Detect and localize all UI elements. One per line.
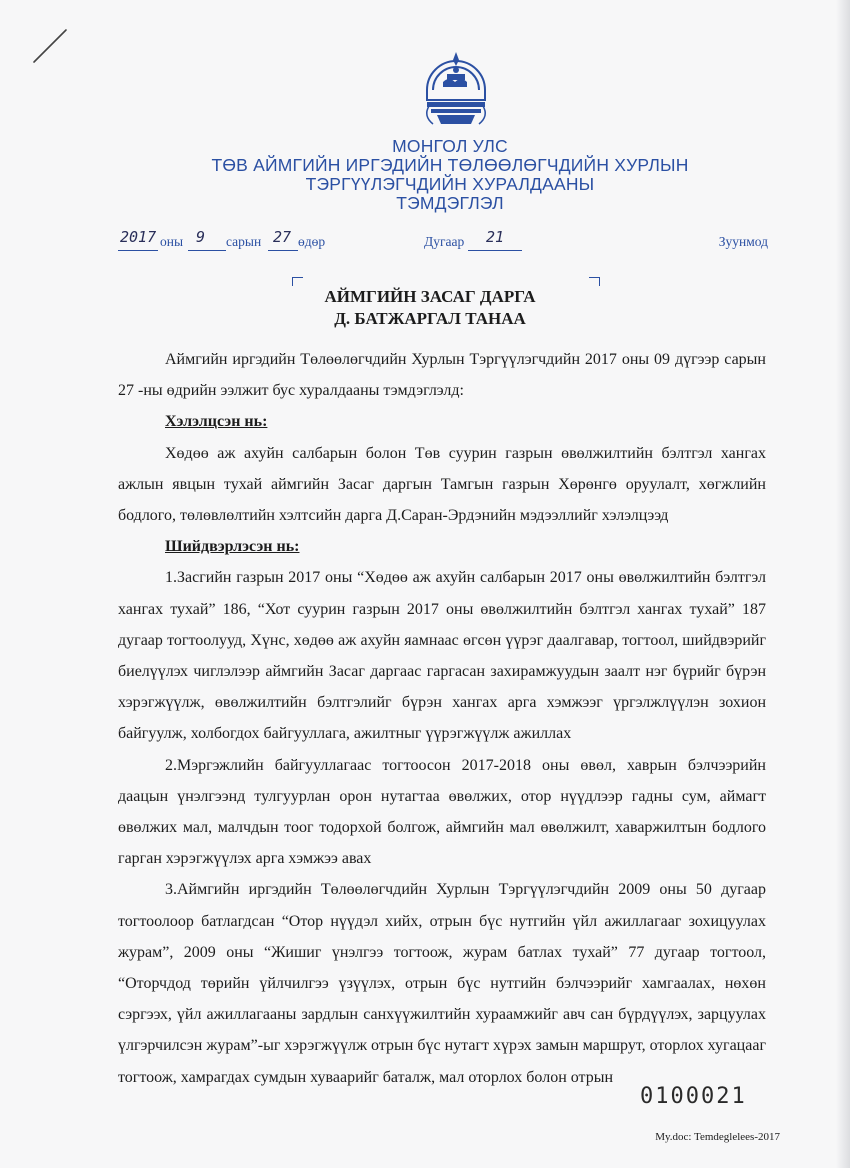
decision-item-2: 2.Мэргэжлийн байгууллагаас тогтоосон 2017-2018 оны өвөл, хаврын бэлчээрийн даацын үнэлгээнд тулгуурлан орон нутагтаа өвөлжих, отор нүүдлээр гадны сум, аймагт өвөлжих мал, малчдын тоог тодорхой болгож, аймгийн мал өвөлжилт, хаваржилтын бодлого гарган хэрэгжүүлэх арга хэмжээ авах bbox=[118, 756, 766, 868]
day-underline bbox=[268, 249, 298, 251]
month-suffix: сарын bbox=[226, 234, 262, 249]
date-day-value: 27 bbox=[273, 228, 292, 246]
document-number-value: 21 bbox=[486, 228, 505, 246]
day-suffix: өдөр bbox=[298, 234, 326, 249]
date-year-value: 2017 bbox=[120, 228, 157, 246]
place-name: Зуунмод bbox=[718, 234, 768, 249]
addressee-title: АЙМГИЙН ЗАСАГ ДАРГА bbox=[324, 287, 536, 306]
year-underline bbox=[118, 249, 158, 251]
addressee-name: Д. БАТЖАРГАЛ ТАНАА bbox=[334, 309, 526, 328]
scan-edge-shadow bbox=[836, 0, 850, 1168]
addressee-corner-left bbox=[292, 277, 303, 286]
date-number-row bbox=[118, 228, 768, 260]
serial-number: 0100021 bbox=[640, 1084, 747, 1109]
footer-file-name: My.doc: Temdeglelees-2017 bbox=[655, 1131, 780, 1143]
header-document-type: ТЭМДЭГЛЭЛ bbox=[396, 193, 504, 213]
header-council: ТӨВ АЙМГИЙН ИРГЭДИЙН ТӨЛӨӨЛӨГЧДИЙН ХУРЛЫН bbox=[211, 155, 689, 175]
pen-stroke-mark bbox=[22, 22, 82, 72]
discussed-heading: Хэлэлцсэн нь: bbox=[165, 413, 268, 431]
discussed-paragraph: Хөдөө аж ахуйн салбарын болон Төв суурин газрын өвөлжилтийн бэлтгэл хангах ажлын явцын тухай аймгийн Засаг даргын Тамгын газрын Хөрөнгө оруулалт, хөгжлийн бодлого, төлөвлөлтийн хэлтсийн дарга Д.Саран-Эрдэнийн мэдээллийг хэлэлцээд bbox=[118, 444, 766, 525]
decision-item-3: 3.Аймгийн иргэдийн Төлөөлөгчдийн Хурлын Тэргүүлэгчдийн 2009 оны 50 дугаар тогтоолоор батлагдсан “Отор нүүдэл хийх, отрын бүс нутгийн үйл ажиллагааг зохицуулах журам”, 2009 оны “Жишиг үнэлгээ тогтоож, журам батлах тухай” 77 дугаар тогтоол, “Оторчдод төрийн үйлчилгээ үзүүлэх, отрын бүс нутгийн бэлчээрийг хамгаалах, нөхөн сэргээх, үйл ажиллагааны зардлын санхүүжилтийн хураамжийг авч сан бүрдүүлэх, зарцуулах үлгэрчилсэн журам”-ыг хэрэгжүүлж отрын бүс нутагт хүрэх замын маршрут, оторлох хугацааг тогтоож, хамрагдах сумдын хуваарийг баталж, мал оторлох болон отрын bbox=[118, 881, 766, 1086]
document-body bbox=[118, 344, 766, 1093]
header-presidium: ТЭРГҮҮЛЭГЧДИЙН ХУРАЛДААНЫ bbox=[305, 174, 595, 194]
intro-paragraph: Аймгийн иргэдийн Төлөөлөгчдийн Хурлын Тэргүүлэгчдийн 2017 оны 09 дүгээр сарын 27 -ны өдрийн ээлжит бус хуралдааны тэмдэглэлд: bbox=[118, 351, 766, 400]
year-suffix: оны bbox=[160, 234, 184, 249]
month-underline bbox=[188, 249, 226, 251]
number-label: Дугаар bbox=[424, 234, 465, 249]
decision-item-1: 1.Засгийн газрын 2017 оны “Хөдөө аж ахуйн салбарын 2017 оны өвөлжилтийн бэлтгэл хангах тухай” 186, “Хот суурин газрын 2017 оны өвөлжилтийн бэлтгэл хангах тухай” 187 дугаар тогтоолууд, Хүнс, хөдөө аж ахуйн яамнаас өгсөн үүрэг даалгавар, тогтоол, шийдвэрийг биелүүлэх чиглэлээр аймгийн Засаг даргаас гаргасан захирамжуудын заалт нэг бүрийг бүрэн хэрэгжүүлж, өвөлжилтийн бэлтгэлийг бүрэн хангах арга хэмжээг үргэлжлүүлэн зохион байгуулж, холбогдох байгууллага, ажилтныг үүрэгжүүлж ажиллах bbox=[118, 569, 766, 743]
decided-heading: Шийдвэрлэсэн нь: bbox=[165, 538, 300, 556]
header-country: МОНГОЛ УЛС bbox=[392, 136, 508, 156]
state-emblem-icon bbox=[413, 46, 499, 132]
addressee-corner-right bbox=[589, 277, 600, 286]
number-underline bbox=[468, 249, 522, 251]
date-month-value: 9 bbox=[196, 228, 206, 246]
